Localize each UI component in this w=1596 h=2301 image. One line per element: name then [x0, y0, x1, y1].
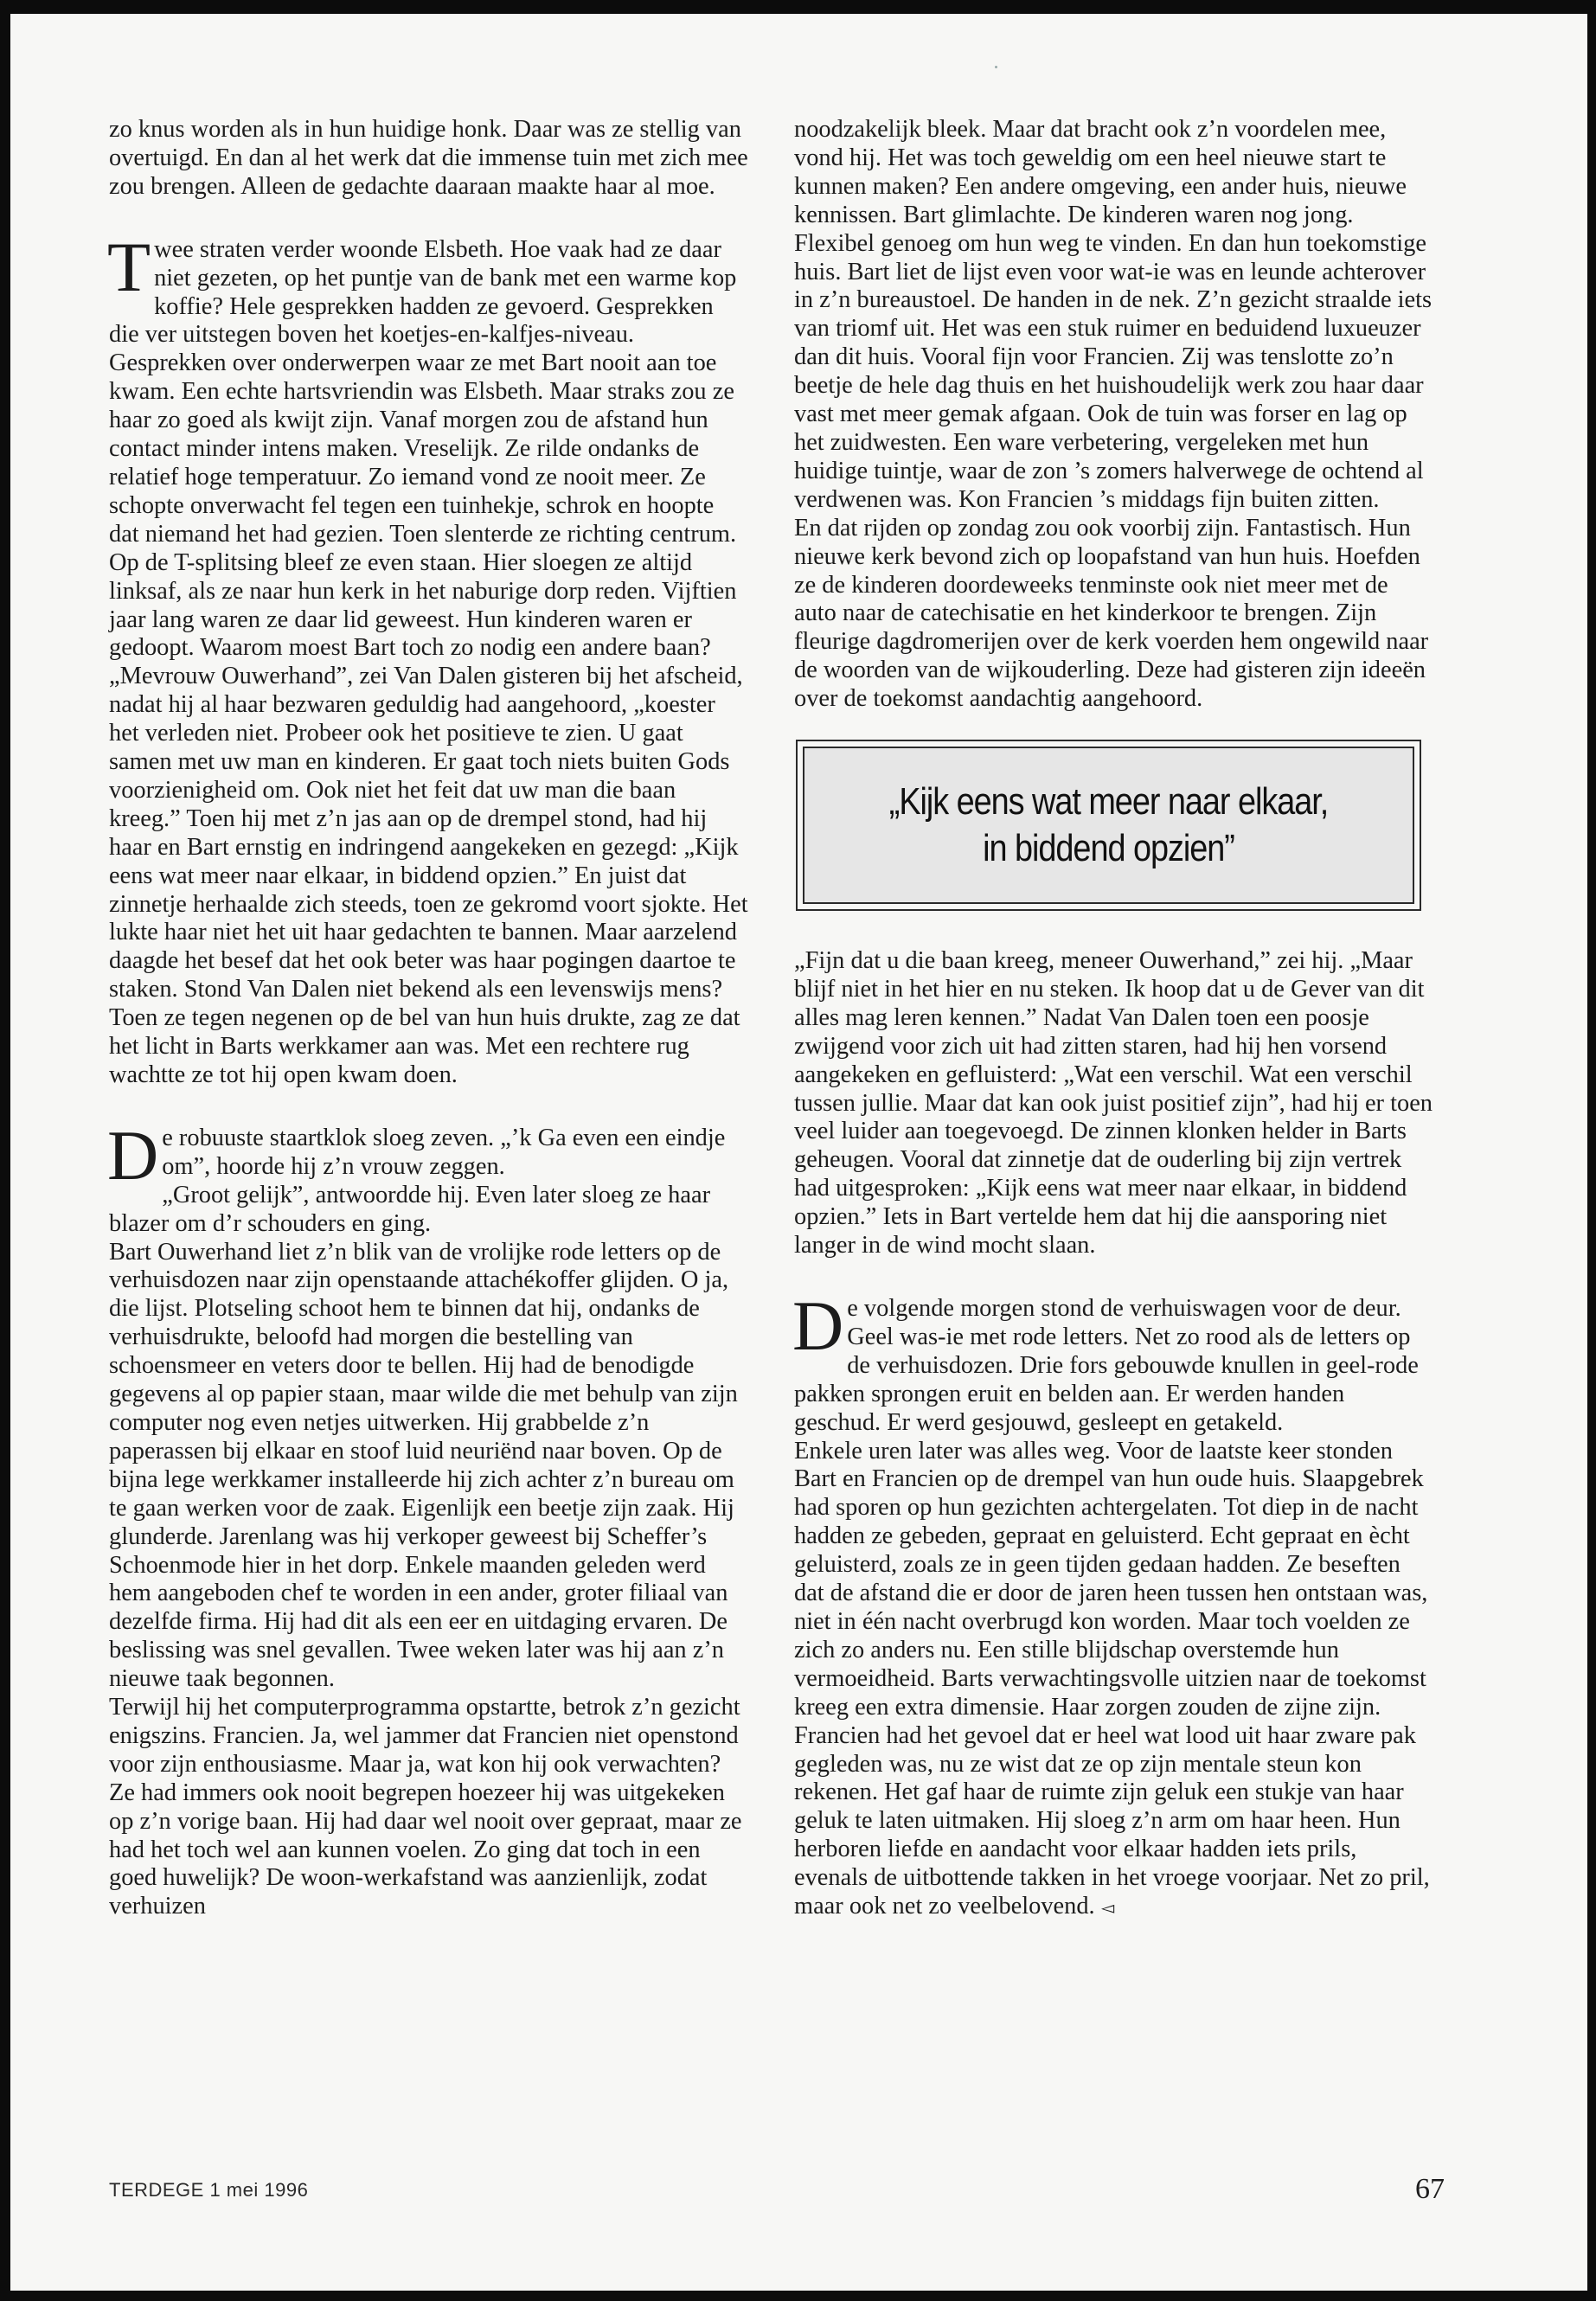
- print-speck: [995, 66, 997, 68]
- paragraph: „Groot gelijk”, antwoordde hij. Even later sloeg ze haar blazer om d’r schouders en ging.: [109, 1181, 711, 1237]
- paragraph: „Mevrouw Ouwerhand”, zei Van Dalen gisteren bij het afscheid, nadat hij al haar bezwaren geduldig had aangehoord, „koester het verleden niet. Probeer ook het positieve te zien. U gaat samen met uw man en kinderen. Er gaat toch niets buiten Gods voorzienigheid om. Ook niet het feit dat uw man die baan kreeg.” Toen hij met z’n jas aan op de drempel stond, had hij haar en Bart ernstig en indringend aangekeken en gezegd: „Kijk eens wat meer naar elkaar, in biddend opzien.” En juist dat zinnetje herhaalde zich steeds, toen ze gekromd voort sjokte. Het lukte haar niet het uit haar gedachten te bannen. Maar aarzelend daagde het besef dat het ook beter was haar pogingen daartoe te staken. Stond Van Dalen niet bekend als een levenswijs mens?: [109, 663, 748, 1003]
- drop-cap: D: [107, 1115, 159, 1195]
- page-number: 67: [1415, 2173, 1445, 2205]
- section-paragraph: [107, 1115, 749, 1195]
- paragraph-text: e volgende morgen stond de verhuiswagen voor de deur. Geel was-ie met rode letters. Net zo rood als de letters op de verhuisdozen. Drie fors gebouwde knullen in geel-rode pakken sprongen eruit en belden aan. Er werden handen geschud. Er werd gesjouwd, gesleept en getakeld.: [794, 1295, 1419, 1436]
- paragraph: noodzakelijk bleek. Maar dat bracht ook z’n voordelen mee, vond hij. Het was toch geweldig om een heel nieuwe start te kunnen maken? Een andere omgeving, een ander huis, nieuwe kennissen. Bart glimlachte. De kinderen waren nog jong. Flexibel genoeg om hun weg te vinden. En dan hun toekomstige huis. Bart liet de lijst even voor wat-ie was en leunde achterover in z’n bureaustoel. De handen in de nek. Z’n gezicht straalde iets van triomf uit. Het was een stuk ruimer en beduidend luxueuzer dan dit huis. Vooral fijn voor Francien. Zij was tenslotte zo’n beetje de hele dag thuis en het huishoudelijk werk zou haar daar vast met meer gemak afgaan. Ook de tuin was forser en lag op het zuidwesten. Een ware verbetering, vergeleken met hun huidige tuintje, waar de zon ’s zomers halverwege de ochtend al verdwenen was. Kon Francien ’s middags fijn buiten zitten.: [794, 116, 1433, 513]
- paragraph: Bart Ouwerhand liet z’n blik van de vrolijke rode letters op de verhuisdozen naar zijn openstaande attachékoffer glijden. O ja, die lijst. Plotseling schoot hem te binnen dat hij, ondanks de verhuisdrukte, beloofd had morgen die bestelling van schoensmeer en veters door te bellen. Hij had de benodigde gegevens al op papier staan, maar wilde die met behulp van zijn computer nog even netjes uitwerken. Hij grabbelde z’n paperassen bij elkaar en stoof luid neuriënd naar boven. Op de bijna lege werkkamer installeerde hij zich achter z’n bureau om te gaan werken voor de zaak. Eigenlijk een beetje zijn zaak. Hij glunderde. Jarenlang was hij verkoper geweest bij Scheffer’s Schoenmode hier in het dorp. Enkele maanden geleden werd hem aangeboden chef te worden in een ander, groter filiaal van dezelfde firma. Hij had dit als een eer en uitdaging ervaren. De beslissing was snel gevallen. Twee weken later was hij aan z’n nieuwe taak begonnen.: [109, 1238, 738, 1693]
- right-column: [794, 116, 1434, 1922]
- left-column: [109, 116, 749, 1921]
- pull-quote-text: „Kijk eens wat meer naar elkaar, in biddend opzien”: [888, 780, 1329, 870]
- section-paragraph: [107, 227, 749, 663]
- paragraph: En dat rijden op zondag zou ook voorbij zijn. Fantastisch. Hun nieuwe kerk bevond zich op loopafstand van hun huis. Hoefden ze de kinderen doordeweeks tenminste ook niet meer met de auto naar de catechisatie en het kinderkoor te brengen. Zijn fleurige dagdromerijen over de kerk voerden hem ongewild naar de woorden van de wijkouderling. Deze had gisteren zijn ideeën over de toekomst aandachtig aangehoord.: [794, 514, 1429, 713]
- paragraph-text: Enkele uren later was alles weg. Voor de laatste keer stonden Bart en Francien op de drempel van hun oude huis. Slaapgebrek had sporen op hun gezichten achtergelaten. Tot diep in de nacht hadden ze gebeden, gepraat en geluisterd. Echt gepraat en ècht geluisterd, zoals ze in geen tijden gedaan hadden. Ze beseften dat de afstand die er door de jaren heen tussen hen ontstaan was, niet in één nacht overbrugd kon worden. Maar toch voelden ze zich zo anders nu. Een stille blijdschap overstemde hun vermoeidheid. Barts verwachtingsvolle uitzien naar de toekomst kreeg een extra dimensie. Haar zorgen zouden de zijne zijn. Francien had het gevoel dat er heel wat lood uit haar zware pak gegleden was, nu ze wist dat ze op zijn mentale steun kon rekenen. Het gaf haar de ruimte zijn geluk een stukje van haar geluk te laten uitmaken. Hij sloeg z’n arm om haar heen. Hun herboren liefde en aandacht voor elkaar hadden iets prils, evenals de uitbottende takken in het vroege voorjaar. Net zo pril, maar ook net zo veelbelovend.: [794, 1437, 1430, 1920]
- section-paragraph: [792, 1286, 1434, 1438]
- paragraph: Toen ze tegen negenen op de bel van hun huis drukte, zag ze dat het licht in Barts werkkamer aan was. Met een rechtere rug wachtte ze tot hij open kwam doen.: [109, 1004, 740, 1088]
- end-mark-icon: ◅: [1100, 1897, 1115, 1919]
- paragraph-text: e robuuste staartklok sloeg zeven. „’k Ga even een eindje om”, hoorde hij z’n vrouw zeggen.: [162, 1124, 726, 1180]
- pull-quote-inner: [803, 747, 1414, 904]
- paragraph-text: wee straten verder woonde Elsbeth. Hoe vaak had ze daar niet gezeten, op het puntje van de bank met een warme kop koffie? Hele gesprekken hadden ze gevoerd. Gesprekken die ver uitstegen boven het koetjes-en-kalfjes-niveau. Gesprekken over onderwerpen waar ze met Bart nooit aan toe kwam. Een echte hartsvriendin was Elsbeth. Maar straks zou ze haar zo goed als kwijt zijn. Vanaf morgen zou de afstand hun contact minder intens maken. Vreselijk. Ze rilde ondanks de relatief hoge temperatuur. Zo iemand vond ze nooit meer. Ze schopte onverwacht fel tegen een tuinhekje, schrok en hoopte dat niemand het had gezien. Toen slenterde ze richting centrum. Op de T-splitsing bleef ze even staan. Hier sloegen ze altijd linksaf, als ze naar hun kerk in het naburige dorp reden. Vijftien jaar lang waren ze daar lid geweest. Hun kinderen waren er gedoopt. Waarom moest Bart toch zo nodig een andere baan?: [109, 235, 737, 662]
- pull-quote-box: [796, 740, 1421, 911]
- paragraph: zo knus worden als in hun huidige honk. Daar was ze stellig van overtuigd. En dan al het werk dat die immense tuin met zich mee zou brengen. Alleen de gedachte daaraan maakte haar al moe.: [109, 116, 748, 200]
- drop-cap: D: [792, 1286, 844, 1365]
- paragraph: [794, 1438, 1434, 1922]
- paragraph: Terwijl hij het computerprogramma opstartte, betrok z’n gezicht enigszins. Francien. Ja, wel jammer dat Francien niet openstond voor zijn enthousiasme. Maar ja, wat kon hij ook verwachten? Ze had immers ook nooit begrepen hoezeer hij was uitgekeken op z’n vorige baan. Hij had daar wel nooit over gepraat, maar ze had het toch wel aan kunnen voelen. Zo ging dat toch in een goed huwelijk? De woon-werkafstand was aanzienlijk, zodat verhuizen: [109, 1694, 742, 1920]
- drop-cap: T: [107, 227, 151, 306]
- publication-footer: TERDEGE 1 mei 1996: [109, 2179, 309, 2201]
- paragraph: „Fijn dat u die baan kreeg, meneer Ouwerhand,” zei hij. „Maar blijf niet in het hier en nu steken. Ik hoop dat u de Gever van dit alles mag leren kennen.” Nadat Van Dalen toen een poosje zwijgend voor zich uit had zitten staren, had hij hen vorsend aangekeken en gefluisterd: „Wat een verschil. Wat een verschil tussen jullie. Maar dat kan ook juist positief zijn”, had hij er toen veel luider aan toegevoegd. De zinnen klonken helder in Barts geheugen. Vooral dat zinnetje dat de ouderling bij zijn vertrek had uitgesproken: „Kijk eens wat meer naar elkaar, in biddend opzien.” Iets in Bart vertelde hem dat hij die aansporing niet langer in de wind mocht slaan.: [794, 947, 1433, 1259]
